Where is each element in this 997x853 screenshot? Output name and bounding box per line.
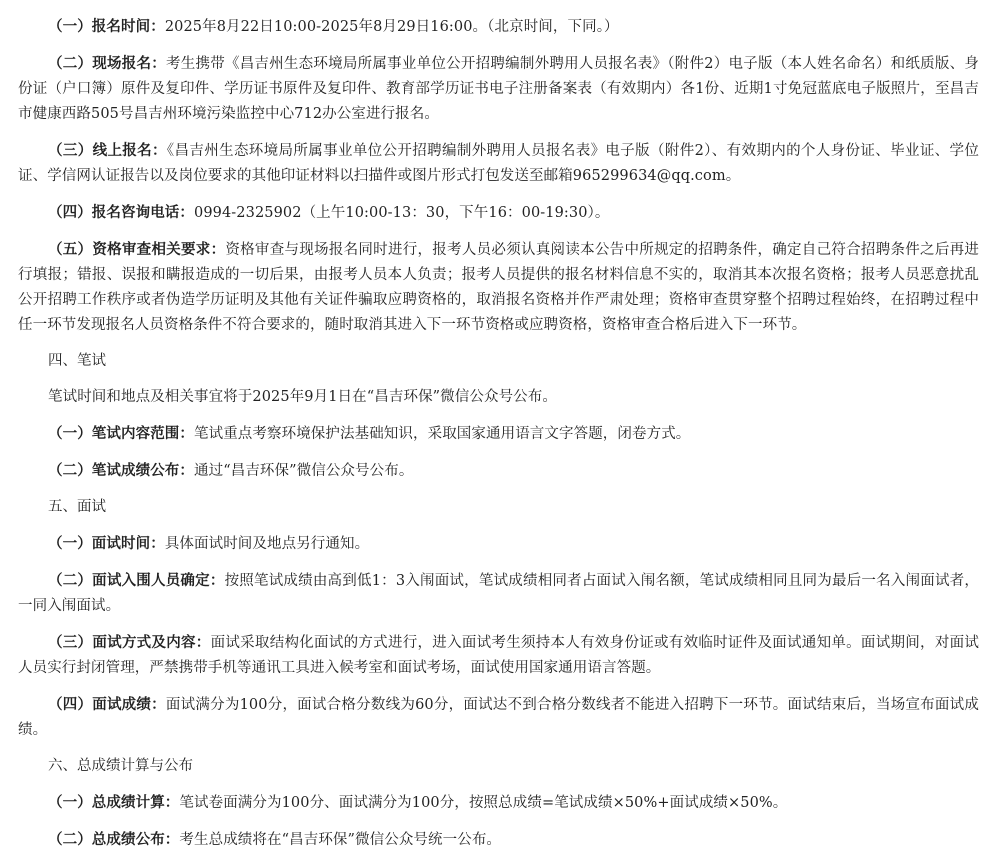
paragraph-text: 面试采取结构化面试的方式进行，进入面试考生须持本人有效身份证或有效临时证件及面试通知单。面试期间，对面试人员实行封闭管理，严禁携带手机等通讯工具进入候考室和面试考场，面试使用国家通用语言答题。 [18,635,979,676]
registration-time-paragraph [18,14,979,40]
paragraph-label: （五）资格审查相关要求： [48,241,226,258]
paragraph-label: （四）面试成绩： [48,696,166,713]
paragraph-text: 面试满分为100分，面试合格分数线为60分，面试达不到合格分数线者不能进入招聘下一环节。面试结束后，当场宣布面试成绩。 [18,697,979,738]
paragraph-text: 通过“昌吉环保”微信公众号公布。 [194,463,414,479]
paragraph-text: 考生携带《昌吉州生态环境局所属事业单位公开招聘编制外聘用人员报名表》（附件2）电子版（本人姓名命名）和纸质版、身份证（户口簿）原件及复印件、学历证书原件及复印件、教育部学历证书电子注册备案表（有效期内）各1份、近期1寸免冠蓝底电子版照片，至昌吉市健康西路505号昌吉州环境污染监控中心712办公室进行报名。 [18,56,979,122]
paragraph-label: （一）报名时间： [48,18,165,35]
paragraph-label: （三）线上报名： [48,142,167,159]
paragraph-label: （二）现场报名： [48,55,166,72]
paragraph-label: （二）总成绩公布： [48,831,180,848]
paragraph-label: （二）面试入围人员确定： [48,572,225,589]
paragraph-text: 资格审查与现场报名同时进行，报考人员必须认真阅读本公告中所规定的招聘条件，确定自己符合招聘条件之后再进行填报；错报、误报和瞒报造成的一切后果，由报考人员本人负责；报考人员提供的报名材料信息不实的，取消其本次报名资格；报考人员恶意扰乱公开招聘工作秩序或者伪造学历证明及其他有关证件骗取应聘资格的，取消报名资格并作严肃处理；资格审查贯穿整个招聘过程始终，在招聘过程中任一环节发现报名人员资格条件不符合要求的，随时取消其进入下一环节资格或应聘资格，资格审查合格后进入下一环节。 [18,242,979,333]
onsite-registration-paragraph [18,51,979,127]
total-score-heading: 六、总成绩计算与公布 [48,758,193,774]
qualification-review-paragraph [18,237,979,338]
paragraph-text: 笔试卷面满分为100分、面试满分为100分，按照总成绩=笔试成绩×50%+面试成绩×50%。 [179,795,788,811]
interview-time-paragraph [18,531,979,557]
interview-heading: 五、面试 [48,499,106,515]
written-exam-heading: 四、笔试 [48,353,106,369]
inquiry-phone-paragraph [18,200,979,226]
paragraph-text: 2025年8月22日10:00-2025年8月29日16:00。（北京时间，下同。） [164,19,619,35]
paragraph-text: 具体面试时间及地点另行通知。 [164,536,370,552]
paragraph-label: （二）笔试成绩公布： [48,462,194,479]
paragraph-label: （四）报名咨询电话： [48,204,194,221]
online-registration-paragraph [18,138,979,189]
paragraph-text: 0994-2325902（上午10:00-13：30，下午16：00-19:30）。 [194,205,610,221]
written-exam-intro: 笔试时间和地点及相关事宜将于2025年9月1日在“昌吉环保”微信公众号公布。 [48,389,557,405]
total-score-calculation-paragraph [18,790,979,816]
written-exam-results-paragraph [18,458,979,484]
interview-method-paragraph [18,630,979,681]
paragraph-text: 笔试重点考察环境保护法基础知识，采取国家通用语言文字答题，闭卷方式。 [194,426,691,442]
paragraph-label: （一）笔试内容范围： [48,425,194,442]
paragraph-text: 《昌吉州生态环境局所属事业单位公开招聘编制外聘用人员报名表》电子版（附件2）、有效期内的个人身份证、毕业证、学位证、学信网认证报告以及岗位要求的其他印证材料以扫描件或图片形式打包发送至邮箱965299634@qq.com。 [18,143,979,184]
interview-shortlist-paragraph [18,568,979,619]
interview-score-paragraph [18,692,979,743]
paragraph-text: 按照笔试成绩由高到低1：3入闱面试，笔试成绩相同者占面试入闱名额，笔试成绩相同且同为最后一名入闱面试者，一同入闱面试。 [18,573,979,614]
paragraph-label: （一）总成绩计算： [48,794,180,811]
total-score-announcement-paragraph [18,827,979,853]
paragraph-label: （一）面试时间： [48,535,165,552]
paragraph-text: 考生总成绩将在“昌吉环保”微信公众号统一公布。 [179,832,502,848]
paragraph-label: （三）面试方式及内容： [48,634,211,651]
written-exam-scope-paragraph [18,421,979,447]
